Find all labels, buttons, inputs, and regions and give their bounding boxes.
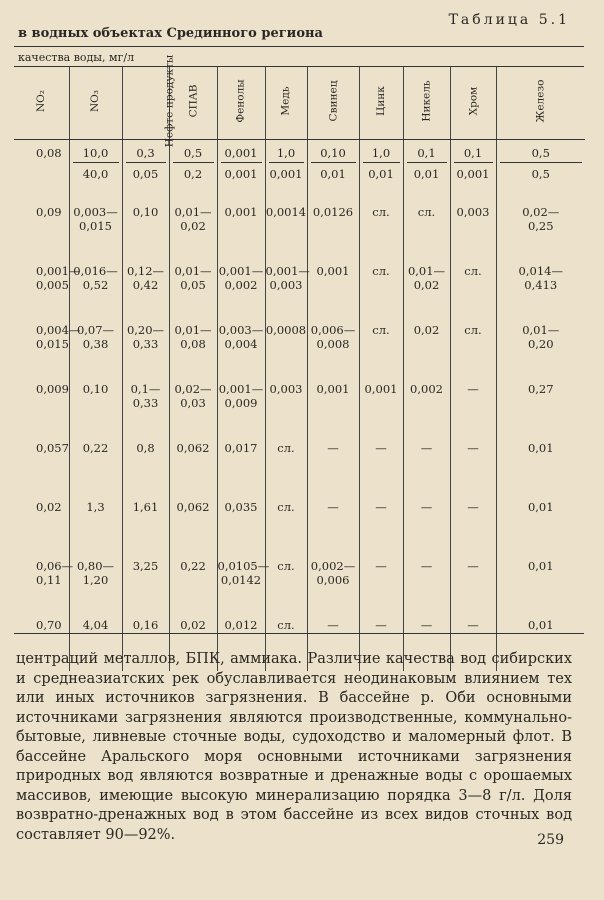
table-cell [265, 258, 310, 317]
cell-value: 0,01 [527, 559, 554, 573]
cell-value: 0,5 [531, 167, 550, 181]
column-header [496, 67, 585, 140]
column-header-label: Медь [280, 86, 292, 116]
cell-value: — [420, 500, 433, 514]
cell-value: 0,001 [221, 146, 262, 163]
cell-value: 0,33 [132, 337, 159, 351]
table-cell [496, 140, 585, 200]
cell-value: 0,01 [527, 441, 554, 455]
cell-value: 0,0142 [220, 573, 262, 587]
table-cell [403, 140, 450, 200]
table-cell [359, 435, 403, 494]
column-header [169, 67, 217, 140]
table-cell [359, 199, 403, 258]
cell-value: 0,012 [224, 618, 258, 632]
cell-value: сл. [277, 500, 295, 514]
cell-value: 40,0 [82, 167, 109, 181]
cell-value: 0,01 [527, 500, 554, 514]
cell-value: 0,001 [224, 167, 258, 181]
cell-value: сл. [464, 264, 482, 278]
cell-value: сл. [372, 264, 390, 278]
cell-value: 0,1 [407, 146, 447, 163]
table-cell [403, 553, 450, 612]
table-cell [450, 553, 496, 612]
cell-value: 0,52 [82, 278, 109, 292]
table-cell [169, 140, 217, 200]
table-cell [122, 553, 169, 612]
cell-value: 0,004 [224, 337, 258, 351]
table-cell [69, 494, 122, 553]
table-cell [217, 435, 265, 494]
cell-value: 0,003 [269, 382, 303, 396]
cell-value: 0,1 [454, 146, 493, 163]
cell-value: — [420, 441, 433, 455]
table-cell [403, 258, 450, 317]
cell-value: 0,16 [132, 618, 159, 632]
column-header [265, 67, 307, 140]
table-cell [69, 376, 122, 435]
cell-value: 0,38 [82, 337, 109, 351]
cell-value: 0,33 [132, 396, 159, 410]
cell-value: 0,06— [36, 559, 74, 573]
cell-value: 0,07— [76, 323, 115, 337]
cell-value: — [467, 500, 479, 514]
cell-value: 0,001— [36, 264, 81, 278]
cell-value: 0,0014 [265, 205, 307, 219]
column-header-label: Свинец [326, 80, 339, 122]
table-cell [169, 317, 217, 376]
cell-value: 0,08 [36, 146, 62, 160]
cell-value: 0,002 [410, 382, 443, 396]
cell-value: 0,5 [500, 146, 583, 163]
cell-value: 0,014— [518, 264, 563, 278]
column-header-label: Нефте-продукты [162, 54, 175, 148]
table-cell [217, 140, 265, 200]
cell-value: 0,22 [82, 441, 109, 455]
table-cell [14, 258, 81, 317]
cell-value: 0,05 [180, 278, 206, 292]
cell-value: сл. [464, 323, 482, 337]
cell-value: 0,01— [174, 205, 212, 219]
table-cell [265, 376, 307, 435]
cell-value: 0,009 [36, 382, 69, 396]
column-header [217, 67, 265, 140]
cell-value: 0,22 [180, 559, 206, 573]
table-cell [403, 435, 450, 494]
cell-value: — [327, 441, 339, 455]
cell-value: 0,035 [224, 500, 258, 514]
table-cell [69, 317, 122, 376]
table-cell [403, 317, 450, 376]
table-cell [169, 258, 217, 317]
cell-value: 4,04 [82, 618, 109, 632]
table-row [14, 435, 585, 494]
table-cell [450, 494, 496, 553]
table-cell [359, 258, 403, 317]
column-header-label: NO₂ [35, 89, 48, 113]
cell-value: 0,11 [36, 573, 62, 587]
table-cell [14, 494, 69, 553]
cell-value: 0,057 [36, 441, 69, 455]
column-header [69, 67, 122, 140]
table-cell [69, 553, 122, 612]
cell-value: 0,006 [316, 573, 350, 587]
table-cell [217, 376, 265, 435]
cell-value: 0,003 [269, 278, 303, 292]
cell-value: — [467, 559, 479, 573]
bottom-rule [14, 633, 584, 634]
table-cell [217, 258, 265, 317]
cell-value: 0,02 [413, 323, 440, 337]
cell-value: 1,3 [86, 500, 105, 514]
cell-value: 0,062 [176, 500, 210, 514]
cell-value: 0,008 [316, 337, 350, 351]
cell-value: 0,062 [176, 441, 210, 455]
cell-value: 1,0 [269, 146, 304, 163]
table-cell [307, 258, 359, 317]
cell-value: 0,0105— [217, 559, 270, 573]
table-cell [450, 199, 496, 258]
table-cell [450, 376, 496, 435]
cell-value: — [375, 559, 387, 573]
cell-value: 0,42 [132, 278, 159, 292]
table-cell [69, 140, 122, 200]
table-cell [403, 199, 450, 258]
cell-value: 0,3 [126, 146, 166, 163]
table-body [14, 140, 585, 672]
table-cell [122, 140, 169, 200]
column-header-label: СПАВ [186, 84, 199, 118]
cell-value: 0,10 [311, 146, 356, 163]
body-text [16, 650, 572, 845]
cell-value: 0,001 [269, 167, 303, 181]
column-header [122, 54, 175, 148]
cell-value: 0,001— [265, 264, 310, 278]
table-cell [307, 317, 359, 376]
cell-value: сл. [417, 205, 436, 219]
cell-value: 0,01— [522, 323, 560, 337]
table-cell [307, 199, 359, 258]
cell-value: 0,001 [316, 264, 350, 278]
cell-value: 0,10 [82, 382, 109, 396]
cell-value: 0,015 [79, 219, 112, 233]
table-cell [14, 317, 81, 376]
cell-value: 0,01 [413, 167, 440, 181]
cell-value: 0,006— [310, 323, 356, 337]
column-header [403, 67, 450, 140]
table-cell [496, 376, 585, 435]
cell-value: 0,10 [132, 205, 159, 219]
cell-value: 0,02— [174, 382, 212, 396]
cell-value: 0,05 [132, 167, 159, 181]
cell-value: 0,001— [218, 264, 264, 278]
table-cell [122, 317, 169, 376]
table-cell [169, 199, 217, 258]
table-row [14, 140, 585, 200]
cell-value: 0,003— [218, 323, 264, 337]
table-row [14, 317, 585, 376]
table-cell [265, 317, 307, 376]
cell-value: — [375, 618, 387, 632]
cell-value: сл. [277, 441, 295, 455]
body-paragraph: центраций металлов, БПК, аммиака. Различие качества вод сибирских и среднеазиатских рек обуславливается неодинаковым влиянием тех или иных источников загрязнения. В бассейне р. Оби основными источниками загрязнения являются производственные, коммунально-бытовые, ливневые сточные воды, судоходство и маломерный флот. В бассейне Аральского моря основными источниками загрязнения природных вод являются возвратные и дренажные воды с орошаемых массивов, имеющие высокую минерализацию порядка 3—8 г/л. Доля возвратно-дренажных вод в этом бассейне из всех видов сточных вод составляет 90—92%. [16, 651, 572, 843]
cell-value: 0,001 [224, 205, 258, 219]
cell-value: 0,413 [524, 278, 558, 292]
cell-value: 1,61 [132, 500, 159, 514]
cell-value: 0,004— [36, 323, 81, 337]
cell-value: 0,8 [136, 441, 155, 455]
table-row [14, 199, 585, 258]
table-cell [450, 317, 496, 376]
column-header-label: Никель [420, 80, 433, 122]
table-cell [14, 376, 69, 435]
table-cell [69, 258, 122, 317]
cell-value: — [375, 500, 387, 514]
cell-value: — [420, 559, 433, 573]
cell-value: 0,002— [310, 559, 356, 573]
cell-value: 0,003— [73, 205, 118, 219]
cell-value: 0,2 [183, 167, 203, 181]
table-cell [450, 140, 496, 200]
table-row [14, 258, 585, 317]
table-cell [122, 494, 169, 553]
cell-value: 0,003 [456, 205, 490, 219]
cell-value: 0,01 [320, 167, 346, 181]
column-header [307, 67, 359, 140]
table-cell [403, 494, 450, 553]
table-cell [14, 435, 69, 494]
page-number: 259 [537, 832, 564, 848]
table-cell [14, 199, 69, 258]
cell-value: 0,01— [174, 323, 212, 337]
table-cell [496, 199, 585, 258]
table-cell [265, 553, 307, 612]
cell-value: сл. [277, 559, 295, 573]
table-cell [496, 553, 585, 612]
cell-value: 0,0126 [312, 205, 354, 219]
table-cell [359, 494, 403, 553]
table-cell [450, 435, 496, 494]
table-cell [403, 376, 450, 435]
table-cell [359, 553, 403, 612]
cell-value: 0,80— [76, 559, 115, 573]
table-row [14, 553, 585, 612]
cell-value: 0,02 [413, 278, 440, 292]
table-cell [307, 435, 359, 494]
column-header [450, 67, 496, 140]
cell-value: 0,001 [456, 167, 490, 181]
cell-value: 0,005 [36, 278, 69, 292]
cell-value: 0,01— [407, 264, 446, 278]
column-header-label: Хром [467, 86, 479, 116]
units-caption: качества воды, мг/л [18, 51, 135, 64]
table-cell [122, 258, 169, 317]
table-cell [217, 494, 265, 553]
table-cell [265, 199, 307, 258]
table-cell [265, 140, 307, 200]
table-cell [496, 258, 585, 317]
table-cell [307, 376, 359, 435]
cell-value: 0,0008 [265, 323, 307, 337]
table-cell [169, 376, 217, 435]
column-header-label: Цинк [375, 86, 387, 116]
cell-value: 0,03 [180, 396, 206, 410]
table-cell [169, 435, 217, 494]
table-cell [359, 376, 403, 435]
table-cell [169, 494, 217, 553]
cell-value: 0,001 [316, 382, 350, 396]
cell-value: 0,002 [224, 278, 258, 292]
table-cell [122, 199, 169, 258]
column-header [14, 67, 69, 140]
table-cell [14, 140, 69, 200]
cell-value: 0,01 [527, 618, 554, 632]
table-row [14, 494, 585, 553]
cell-value: 0,01 [368, 167, 394, 181]
table-cell [450, 258, 496, 317]
table-cell [217, 317, 265, 376]
cell-value: 0,27 [527, 382, 554, 396]
cell-value: 0,016— [73, 264, 118, 278]
cell-value: сл. [372, 205, 390, 219]
cell-value: 0,017 [224, 441, 258, 455]
table-cell [122, 435, 169, 494]
table-cell [14, 553, 74, 612]
table-cell [217, 199, 265, 258]
cell-value: 0,09 [36, 205, 62, 219]
top-rule [14, 46, 584, 47]
cell-value: 0,02— [522, 205, 560, 219]
cell-value: — [420, 618, 433, 632]
cell-value: 0,70 [36, 618, 62, 632]
cell-value: 0,015 [36, 337, 69, 351]
cell-value: 0,001 [364, 382, 398, 396]
cell-value: — [327, 618, 339, 632]
table-header-row [14, 67, 585, 140]
cell-value: 1,0 [363, 146, 400, 163]
table-cell [122, 376, 169, 435]
table-row [14, 376, 585, 435]
table-cell [69, 435, 122, 494]
table-cell [307, 140, 359, 200]
table-cell [169, 553, 217, 612]
cell-value: 0,08 [180, 337, 206, 351]
table-label: Таблица 5.1 [448, 12, 570, 28]
table-cell [265, 494, 307, 553]
cell-value: 0,01— [174, 264, 212, 278]
cell-value: 0,25 [527, 219, 554, 233]
column-header-label: Железо [534, 79, 547, 123]
cell-value: 0,02 [180, 618, 206, 632]
table-cell [265, 435, 307, 494]
cell-value: 0,02 [180, 219, 206, 233]
cell-value: 0,20 [527, 337, 554, 351]
table-cell [359, 140, 403, 200]
table-cell [496, 317, 585, 376]
cell-value: — [375, 441, 387, 455]
table-cell [496, 435, 585, 494]
cell-value: сл. [372, 323, 390, 337]
cell-value: — [467, 441, 479, 455]
column-header [359, 67, 403, 140]
table-cell [69, 199, 122, 258]
cell-value: — [467, 382, 479, 396]
cell-value: сл. [277, 618, 295, 632]
cell-value: 0,1— [130, 382, 161, 396]
table-cell [496, 494, 585, 553]
table-title: в водных объектах Срединного региона [18, 26, 323, 41]
table-cell [359, 317, 403, 376]
cell-value: 0,12— [126, 264, 165, 278]
table-cell [217, 553, 270, 612]
cell-value: — [467, 618, 479, 632]
cell-value: 0,001— [218, 382, 264, 396]
cell-value: — [327, 500, 339, 514]
column-header-label: NO₃ [89, 89, 102, 113]
cell-value: 0,009 [224, 396, 258, 410]
table-cell [307, 494, 359, 553]
cell-value: 0,20— [126, 323, 165, 337]
cell-value: 10,0 [73, 146, 119, 163]
cell-value: 1,20 [82, 573, 109, 587]
cell-value: 3,25 [132, 559, 159, 573]
column-header-label: Фенолы [235, 79, 247, 123]
cell-value: 0,02 [36, 500, 62, 514]
cell-value: 0,5 [173, 146, 214, 163]
table-cell [307, 553, 359, 612]
